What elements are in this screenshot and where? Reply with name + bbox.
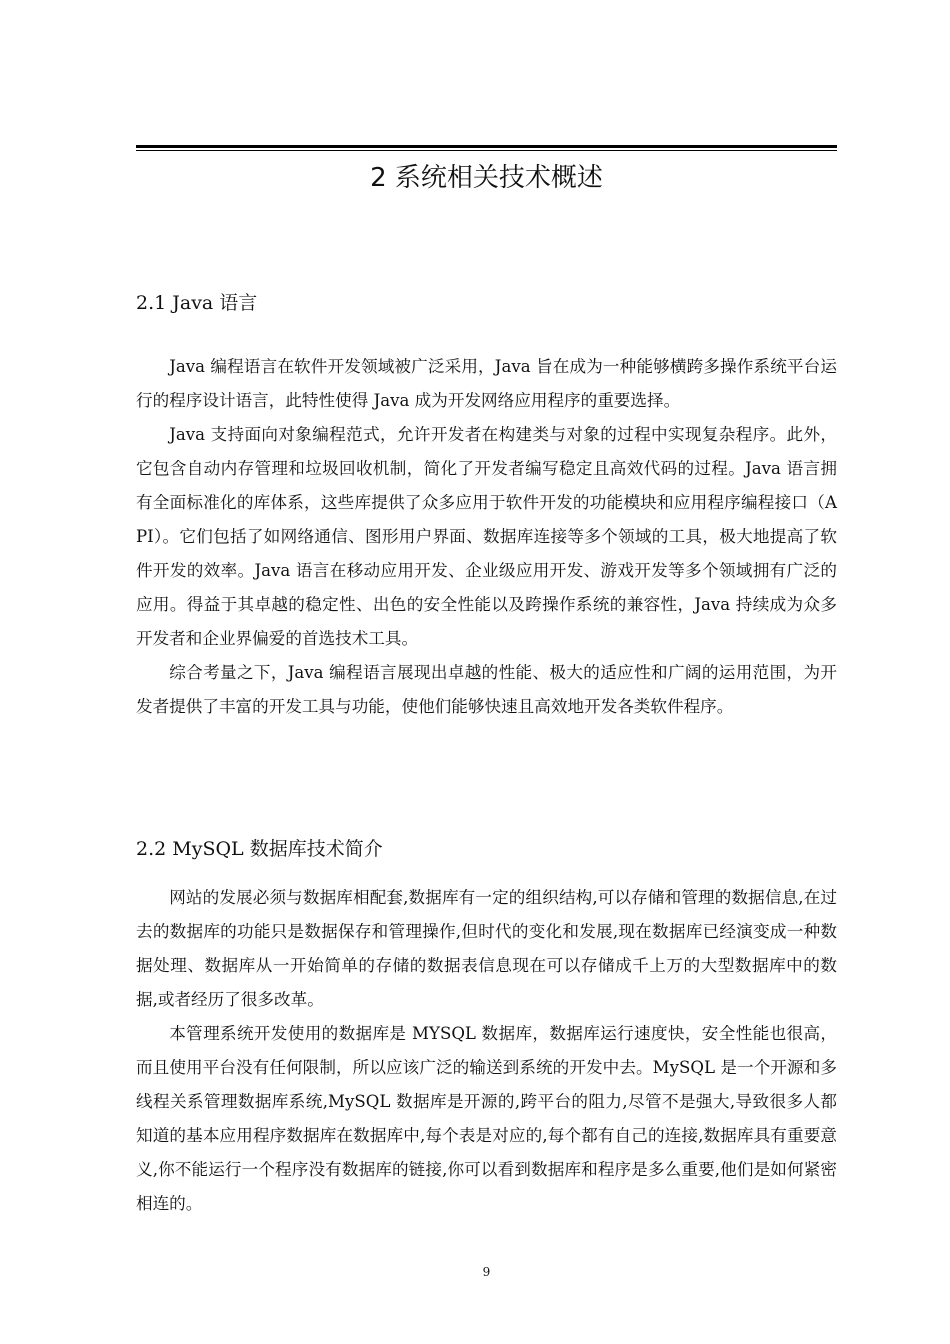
section-heading-mysql: 2.2 MySQL 数据库技术简介 [136,838,383,860]
page-number: 9 [482,1265,491,1279]
chapter-rule-thick [136,145,837,148]
section-body-mysql [136,881,837,1221]
paragraph: 综合考量之下，Java 编程语言展现出卓越的性能、极大的适应性和广阔的运用范围，为开发者提供了丰富的开发工具与功能，使他们能够快速且高效地开发各类软件程序。 [136,663,837,716]
paragraph: 本管理系统开发使用的数据库是 MYSQL 数据库，数据库运行速度快，安全性能也很高，而且使用平台没有任何限制，所以应该广泛的输送到系统的开发中去。MySQL 是一个开源和多线程关系管理数据库系统,MySQL 数据库是开源的,跨平台的阻力,尽管不是强大,导致很多人都知道的基本应用程序数据库在数据库中,每个表是对应的,每个都有自己的连接,数据库具有重要意义,你不能运行一个程序没有数据库的链接,你可以看到数据库和程序是多么重要,他们是如何紧密相连的。 [136,1024,837,1213]
paragraph: Java 编程语言在软件开发领域被广泛采用，Java 旨在成为一种能够横跨多操作系统平台运行的程序设计语言，此特性使得 Java 成为开发网络应用程序的重要选择。 [136,357,837,410]
paragraph: Java 支持面向对象编程范式，允许开发者在构建类与对象的过程中实现复杂程序。此外，它包含自动内存管理和垃圾回收机制，简化了开发者编写稳定且高效代码的过程。Java 语言拥有全面标准化的库体系，这些库提供了众多应用于软件开发的功能模块和应用程序编程接口（API）。它们包括了如网络通信、图形用户界面、数据库连接等多个领域的工具，极大地提高了软件开发的效率。Java 语言在移动应用开发、企业级应用开发、游戏开发等多个领域拥有广泛的应用。得益于其卓越的稳定性、出色的安全性能以及跨操作系统的兼容性，Java 持续成为众多开发者和企业界偏爱的首选技术工具。 [136,425,837,648]
section-body-java [136,350,837,724]
chapter-rule-thin [136,150,837,151]
section-heading-java: 2.1 Java 语言 [136,292,258,314]
paragraph: 网站的发展必须与数据库相配套,数据库有一定的组织结构,可以存储和管理的数据信息,在过去的数据库的功能只是数据保存和管理操作,但时代的变化和发展,现在数据库已经演变成一种数据处理、数据库从一开始简单的存储的数据表信息现在可以存储成千上万的大型数据库中的数据,或者经历了很多改革。 [136,888,837,1009]
chapter-title: 2 系统相关技术概述 [370,163,603,193]
